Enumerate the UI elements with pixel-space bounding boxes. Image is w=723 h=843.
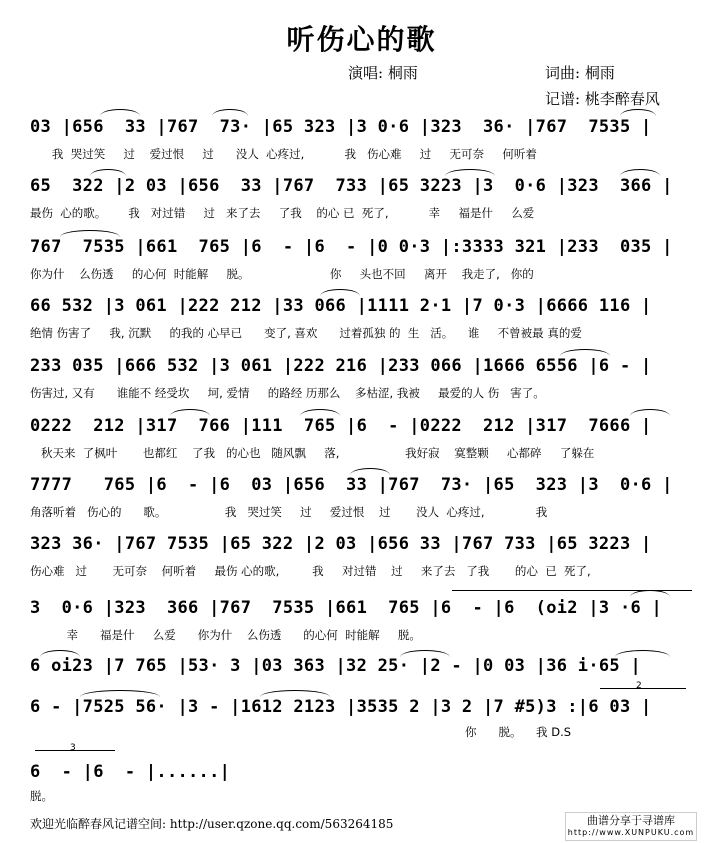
score-row-4	[30, 296, 694, 340]
lyric-line: 幸 福是什 么爱 你为什 么伤透 的心何 时能解 脱。	[30, 628, 421, 642]
transcriber-credit: 记谱: 桃李醉春风	[545, 90, 660, 108]
lyric-line: 最伤 心的歌。 我 对过错 过 来了去 了我 的心 已 死了, 幸 福是什 么爱	[30, 206, 535, 220]
score-row-8	[30, 534, 694, 578]
ending-number: 3	[70, 743, 76, 753]
notation-line: 3 0·6 |323 366 |767 7535 |661 765 |6 - |6 (oi2 |3 ·6 |	[30, 598, 663, 618]
score-row-10	[30, 656, 694, 686]
score-row-5	[30, 356, 694, 400]
slur-mark	[80, 690, 160, 697]
singer-credit: 演唱: 桐雨	[348, 64, 418, 82]
slur-mark	[630, 409, 670, 416]
ending-number: 2	[636, 681, 642, 691]
lyric-line: 我 哭过笑 过 爱过恨 过 没人 心疼过, 我 伤心难 过 无可奈 何听着	[30, 147, 537, 161]
slur-mark	[560, 349, 610, 356]
composer-credit: 词曲: 桐雨	[545, 64, 615, 82]
notation-line: 6 - |7525 56· |3 - |1612 2123 |3535 2 |3 2 |7 #5)3 :|6 03 |	[30, 697, 652, 717]
lyric-line: 伤心难 过 无可奈 何听着 最伤 心的歌, 我 对过错 过 来了去 了我 的心 已 死了,	[30, 564, 591, 578]
notation-line: 7777 765 |6 - |6 03 |656 33 |767 73· |65 323 |3 0·6 |	[30, 475, 673, 495]
score-row-7	[30, 475, 694, 519]
slur-mark	[90, 169, 126, 176]
slur-mark	[300, 409, 340, 416]
slur-mark	[620, 109, 656, 116]
lyric-line: 伤害过, 又有 谁能不 经受坎 坷, 爱情 的路经 历那么 多枯涩, 我被 最爱的人 伤 害了。	[30, 386, 545, 400]
notation-line: 767 7535 |661 765 |6 - |6 - |0 0·3 |:3333 321 |233 035 |	[30, 237, 673, 257]
lyric-line: 秋天来 了枫叶 也都红 了我 的心也 随风飘 落, 我好寂 寞整颗 心都碎 了躲在	[30, 446, 595, 460]
slur-mark	[620, 169, 660, 176]
slur-mark	[260, 690, 330, 697]
slur-mark	[100, 109, 140, 116]
slur-mark	[350, 468, 390, 475]
source-badge[interactable]	[565, 812, 697, 841]
score-row-11	[30, 697, 694, 739]
slur-mark	[445, 169, 495, 176]
slur-mark	[212, 109, 248, 116]
slur-mark	[400, 650, 450, 657]
notation-line: 6 - |6 - |......|	[30, 762, 231, 782]
notation-line: 0222 212 |317 766 |111 765 |6 - |0222 212 |317 7666 |	[30, 416, 652, 436]
ending-bracket	[600, 688, 686, 689]
lyric-line: 角落听着 伤心的 歌。 我 哭过笑 过 爱过恨 过 没人 心疼过, 我	[30, 505, 548, 519]
lyric-line: 你为什 么伤透 的心何 时能解 脱。 你 头也不回 离开 我走了, 你的	[30, 267, 534, 281]
score-row-6	[30, 416, 694, 460]
score-row-2	[30, 176, 694, 220]
slur-mark	[615, 650, 670, 657]
slur-mark	[630, 590, 670, 597]
badge-url[interactable]: http://www.XUNPUKU.com	[567, 828, 695, 837]
notation-line: 6 oi23 |7 765 |53· 3 |03 363 |32 25· |2 - |0 03 |36 i·65 |	[30, 656, 642, 676]
slur-mark	[170, 409, 210, 416]
slur-mark	[320, 289, 360, 296]
slur-mark	[40, 650, 80, 657]
score-row-12	[30, 762, 694, 803]
footer-welcome: 欢迎光临醉春风记谱空间: http://user.qzone.qq.com/563264185	[30, 817, 394, 831]
notation-line: 233 035 |666 532 |3 061 |222 216 |233 066 |1666 6556 |6 - |	[30, 356, 652, 376]
song-title: 听伤心的歌	[286, 23, 437, 56]
ending-bracket	[452, 590, 692, 591]
notation-line: 323 36· |767 7535 |65 322 |2 03 |656 33 |767 733 |65 3223 |	[30, 534, 652, 554]
notation-line: 03 |656 33 |767 73· |65 323 |3 0·6 |323 36· |767 7535 |	[30, 117, 652, 137]
lyric-line: 脱。	[30, 789, 53, 803]
notation-line: 66 532 |3 061 |222 212 |33 066 |1111 2·1 |7 0·3 |6666 116 |	[30, 296, 652, 316]
badge-title: 曲谱分享于寻谱库	[587, 814, 675, 827]
notation-line: 65 322 |2 03 |656 33 |767 733 |65 3223 |3 0·6 |323 366 |	[30, 176, 673, 196]
score-row-3	[30, 237, 694, 281]
score-row-1	[30, 117, 694, 161]
slur-mark	[60, 230, 120, 237]
lyric-line: 你 脱。 我 D.S	[30, 725, 572, 739]
score-row-9	[30, 598, 694, 642]
lyric-line: 绝情 伤害了 我, 沉默 的我的 心早已 变了, 喜欢 过着孤独 的 生 活。 谁 不曾被最 真的爱	[30, 326, 582, 340]
